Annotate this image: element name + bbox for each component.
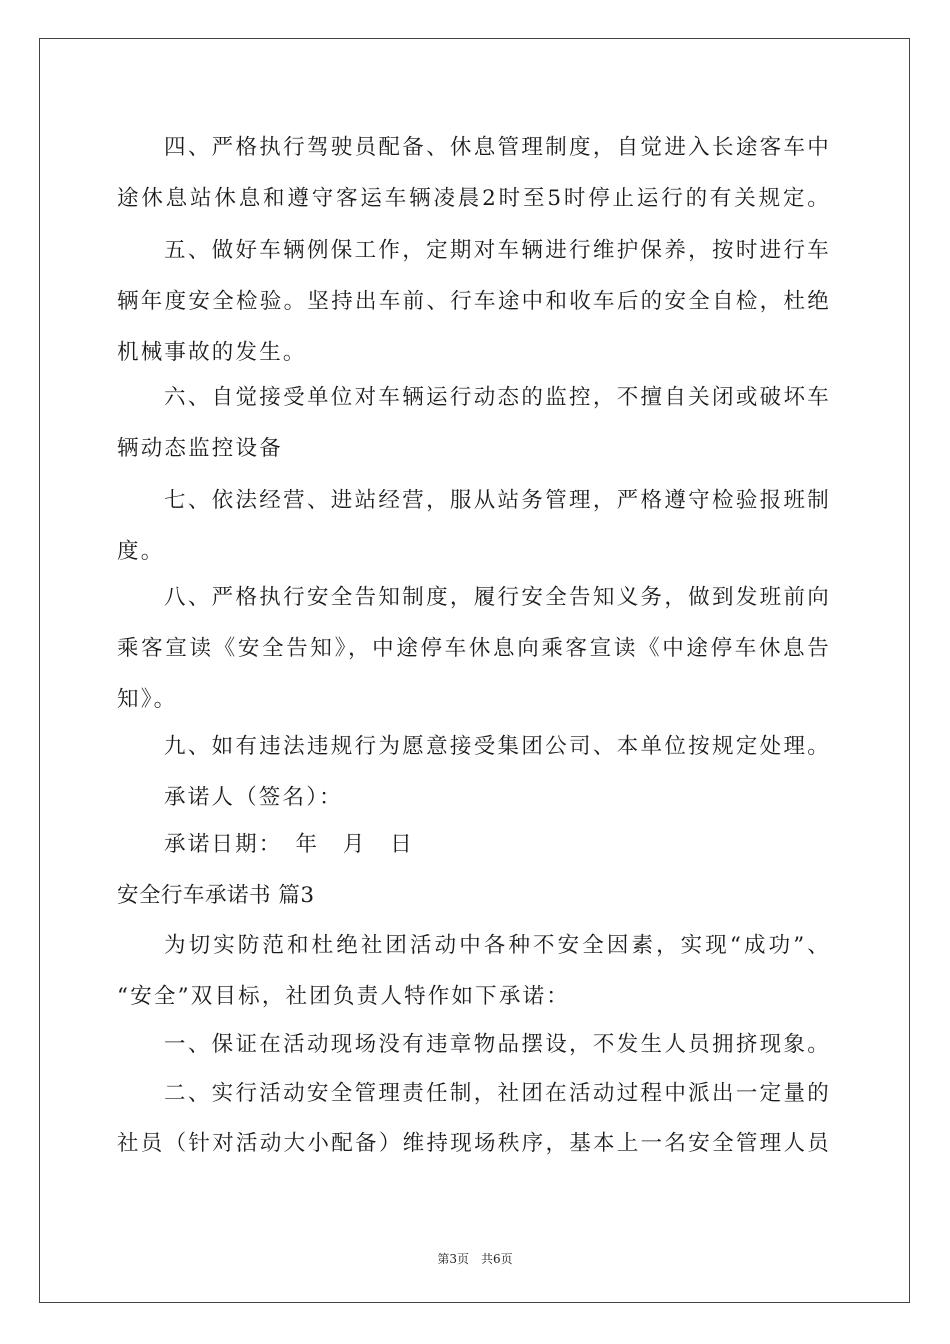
paragraph-line: 八、严格执行安全告知制度，履行安全告知义务，做到发班前向 bbox=[164, 585, 831, 610]
date-line: 承诺日期： 年 月 日 bbox=[164, 832, 414, 857]
paragraph-line: 五、做好车辆例保工作，定期对车辆进行维护保养，按时进行车 bbox=[164, 238, 831, 263]
paragraph-line: 乘客宣读《安全告知》，中途停车休息向乘客宣读《中途停车休息告 bbox=[117, 636, 831, 661]
paragraph-line: “安全”双目标，社团负责人特作如下承诺： bbox=[117, 984, 570, 1009]
paragraph-line: 七、依法经营、进站经营，服从站务管理，严格遵守检验报班制 bbox=[164, 488, 831, 513]
section-heading: 安全行车承诺书 篇3 bbox=[117, 883, 315, 908]
paragraph-line: 机械事故的发生。 bbox=[117, 340, 307, 365]
paragraph-line: 途休息站休息和遵守客运车辆凌晨2时至5时停止运行的有关规定。 bbox=[117, 186, 831, 211]
paragraph-line: 为切实防范和杜绝社团活动中各种不安全因素，实现“成功”、 bbox=[164, 933, 831, 958]
paragraph-line: 六、自觉接受单位对车辆运行动态的监控，不擅自关闭或破坏车 bbox=[164, 385, 831, 410]
page-footer: 第3页 共6页 bbox=[437, 1252, 513, 1266]
paragraph-line: 二、实行活动安全管理责任制，社团在活动过程中派出一定量的 bbox=[164, 1081, 831, 1106]
paragraph-line: 九、如有违法违规行为愿意接受集团公司、本单位按规定处理。 bbox=[164, 734, 831, 759]
paragraph-line: 辆年度安全检验。坚持出车前、行车途中和收车后的安全自检，杜绝 bbox=[117, 289, 831, 314]
paragraph-line: 四、严格执行驾驶员配备、休息管理制度，自觉进入长途客车中 bbox=[164, 135, 831, 160]
paragraph-line: 社员（针对活动大小配备）维持现场秩序，基本上一名安全管理人员 bbox=[117, 1131, 831, 1156]
signature-line: 承诺人（签名）： bbox=[164, 785, 343, 810]
page-border bbox=[39, 38, 910, 1303]
paragraph-line: 一、保证在活动现场没有违章物品摆设，不发生人员拥挤现象。 bbox=[164, 1032, 831, 1057]
paragraph-line: 度。 bbox=[117, 539, 165, 564]
paragraph-line: 知》。 bbox=[117, 687, 178, 712]
paragraph-line: 辆动态监控设备 bbox=[117, 436, 283, 461]
